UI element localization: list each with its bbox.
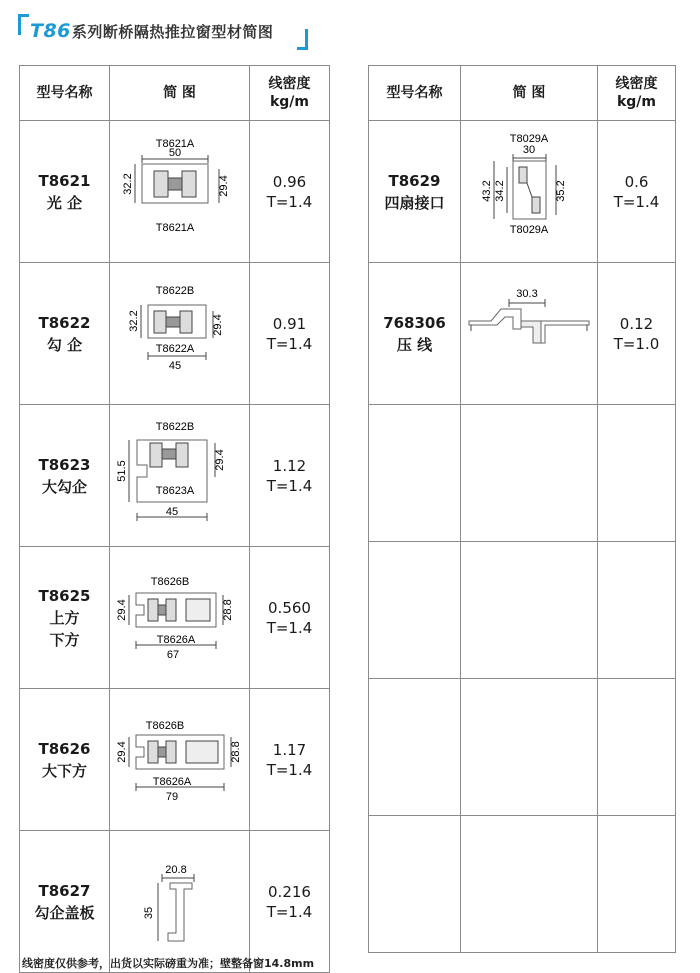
diagram-cell bbox=[461, 121, 598, 263]
part-label-top: T8622B bbox=[155, 421, 195, 433]
empty-row bbox=[369, 405, 676, 542]
title-text: 系列断桥隔热推拉窗型材简图 bbox=[71, 23, 274, 41]
header-density: 线密度 kg/m bbox=[250, 66, 330, 121]
wall-thickness: T=1.0 bbox=[613, 334, 660, 353]
model-name-cell bbox=[369, 121, 461, 263]
dimension-width: 45 bbox=[168, 360, 182, 372]
model-name: 四扇接口 bbox=[384, 193, 445, 212]
density-value: 0.12 bbox=[619, 314, 654, 333]
density-cell bbox=[250, 547, 330, 689]
dimension-left: 32.2 bbox=[128, 310, 140, 332]
part-label-top: T8621A bbox=[155, 138, 195, 150]
dimension-width: 50 bbox=[168, 147, 182, 159]
profile-diagram-t8622 bbox=[110, 263, 250, 400]
table-row bbox=[369, 121, 676, 263]
profile-diagram-t8621 bbox=[110, 121, 250, 258]
density-cell bbox=[250, 121, 330, 263]
part-label-inner: T8626A bbox=[152, 776, 192, 788]
profile-diagram-t8623 bbox=[110, 405, 250, 542]
header-density: 线密度 kg/m bbox=[598, 66, 676, 121]
header-model-name: 型号名称 bbox=[20, 66, 110, 121]
model-name: 上方 bbox=[49, 608, 80, 627]
model-code: T8621 bbox=[38, 171, 91, 190]
dimension-left-inner: 34.2 bbox=[494, 180, 506, 202]
dimension-right: 35.2 bbox=[555, 180, 567, 202]
dimension-right: 29.4 bbox=[218, 175, 230, 197]
part-label-inner: T8623A bbox=[155, 485, 195, 497]
part-label-top: T8626B bbox=[150, 576, 190, 588]
diagram-cell bbox=[110, 121, 250, 263]
density-cell bbox=[598, 263, 676, 405]
part-label-inner: T8626A bbox=[156, 634, 196, 646]
profile-diagram-t8629 bbox=[461, 121, 598, 258]
density-value: 0.6 bbox=[624, 172, 649, 191]
part-label-bottom: T8029A bbox=[509, 224, 549, 236]
dimension-right: 29.4 bbox=[214, 449, 226, 471]
wall-thickness: T=1.4 bbox=[613, 192, 660, 211]
empty-row bbox=[369, 679, 676, 816]
density-cell bbox=[598, 121, 676, 263]
right-profile-table bbox=[368, 65, 676, 953]
dimension-left: 29.4 bbox=[116, 599, 128, 621]
diagram-cell bbox=[110, 689, 250, 831]
diagram-cell bbox=[110, 405, 250, 547]
dimension-right: 28.8 bbox=[222, 599, 234, 621]
density-cell bbox=[250, 405, 330, 547]
table-row bbox=[20, 547, 330, 689]
title-bracket-left bbox=[18, 14, 29, 35]
dimension-width: 79 bbox=[165, 791, 179, 803]
dimension-left: 29.4 bbox=[116, 741, 128, 763]
dimension-width: 30 bbox=[522, 144, 536, 156]
dimension-left-outer: 43.2 bbox=[481, 180, 493, 202]
model-code: T8629 bbox=[388, 171, 441, 190]
density-value: 0.96 bbox=[272, 172, 307, 191]
page-title bbox=[18, 14, 308, 50]
profile-diagram-t8627 bbox=[110, 831, 250, 968]
dimension-right: 29.4 bbox=[212, 314, 224, 336]
dimension-width: 45 bbox=[165, 506, 179, 518]
diagram-cell bbox=[110, 831, 250, 973]
title-series-code: T86 bbox=[30, 20, 71, 42]
part-label-bottom: T8622A bbox=[155, 343, 195, 355]
wall-thickness: T=1.4 bbox=[266, 334, 313, 353]
model-name: 勾企盖板 bbox=[34, 903, 95, 922]
profile-diagram-768306 bbox=[461, 263, 598, 400]
model-name: 大下方 bbox=[41, 761, 87, 780]
wall-thickness: T=1.4 bbox=[266, 192, 313, 211]
density-cell bbox=[250, 689, 330, 831]
model-name-cell bbox=[20, 831, 110, 973]
model-name: 大勾企 bbox=[41, 477, 87, 496]
empty-row bbox=[369, 542, 676, 679]
dimension-width: 20.8 bbox=[165, 864, 187, 876]
header-model-name: 型号名称 bbox=[369, 66, 461, 121]
table-row bbox=[20, 121, 330, 263]
model-name-cell bbox=[369, 263, 461, 405]
table-row bbox=[20, 405, 330, 547]
model-code: T8626 bbox=[38, 739, 91, 758]
header-diagram: 简 图 bbox=[110, 66, 250, 121]
model-name-cell bbox=[20, 689, 110, 831]
dimension-right: 28.8 bbox=[230, 741, 242, 763]
model-name-cell bbox=[20, 547, 110, 689]
footnote: 线密度仅供参考，出货以实际磅重为准；壁整备窗14.8mm bbox=[22, 957, 315, 970]
wall-thickness: T=1.4 bbox=[266, 476, 313, 495]
part-label-top: T8622B bbox=[155, 285, 195, 297]
table-row bbox=[20, 263, 330, 405]
dimension-left: 35 bbox=[143, 906, 155, 920]
density-value: 0.560 bbox=[268, 598, 311, 617]
model-code: T8622 bbox=[38, 313, 91, 332]
model-name: 下方 bbox=[49, 630, 80, 649]
model-name: 光 企 bbox=[46, 193, 83, 212]
density-value: 1.17 bbox=[272, 740, 307, 759]
diagram-cell bbox=[110, 263, 250, 405]
diagram-cell bbox=[461, 263, 598, 405]
wall-thickness: T=1.4 bbox=[266, 760, 313, 779]
model-code: T8623 bbox=[38, 455, 91, 474]
model-name-cell bbox=[20, 405, 110, 547]
model-code: T8627 bbox=[38, 881, 91, 900]
model-code: 768306 bbox=[383, 313, 446, 332]
wall-thickness: T=1.4 bbox=[266, 902, 313, 921]
model-name-cell bbox=[20, 121, 110, 263]
dimension-left: 32.2 bbox=[122, 173, 134, 195]
dimension-left: 51.5 bbox=[116, 460, 128, 482]
left-profile-table bbox=[19, 65, 330, 973]
density-cell bbox=[250, 263, 330, 405]
header-diagram: 简 图 bbox=[461, 66, 598, 121]
dimension-width: 30.3 bbox=[516, 288, 538, 300]
model-name: 勾 企 bbox=[46, 335, 83, 354]
table-row bbox=[20, 831, 330, 973]
empty-row bbox=[369, 816, 676, 953]
part-label-top: T8029A bbox=[509, 133, 549, 145]
density-value: 0.91 bbox=[272, 314, 307, 333]
profile-diagram-t8626 bbox=[110, 689, 250, 826]
dimension-width: 67 bbox=[166, 649, 180, 661]
part-label-bottom: T8621A bbox=[155, 222, 195, 234]
table-row bbox=[369, 263, 676, 405]
table-row bbox=[20, 689, 330, 831]
density-value: 0.216 bbox=[268, 882, 311, 901]
density-value: 1.12 bbox=[272, 456, 307, 475]
title-bracket-right bbox=[297, 29, 308, 50]
model-name: 压 线 bbox=[396, 335, 433, 354]
model-name-cell bbox=[20, 263, 110, 405]
diagram-cell bbox=[110, 547, 250, 689]
part-label-top: T8626B bbox=[145, 720, 185, 732]
profile-diagram-t8625 bbox=[110, 547, 250, 684]
model-code: T8625 bbox=[38, 586, 91, 605]
density-cell bbox=[250, 831, 330, 973]
wall-thickness: T=1.4 bbox=[266, 618, 313, 637]
